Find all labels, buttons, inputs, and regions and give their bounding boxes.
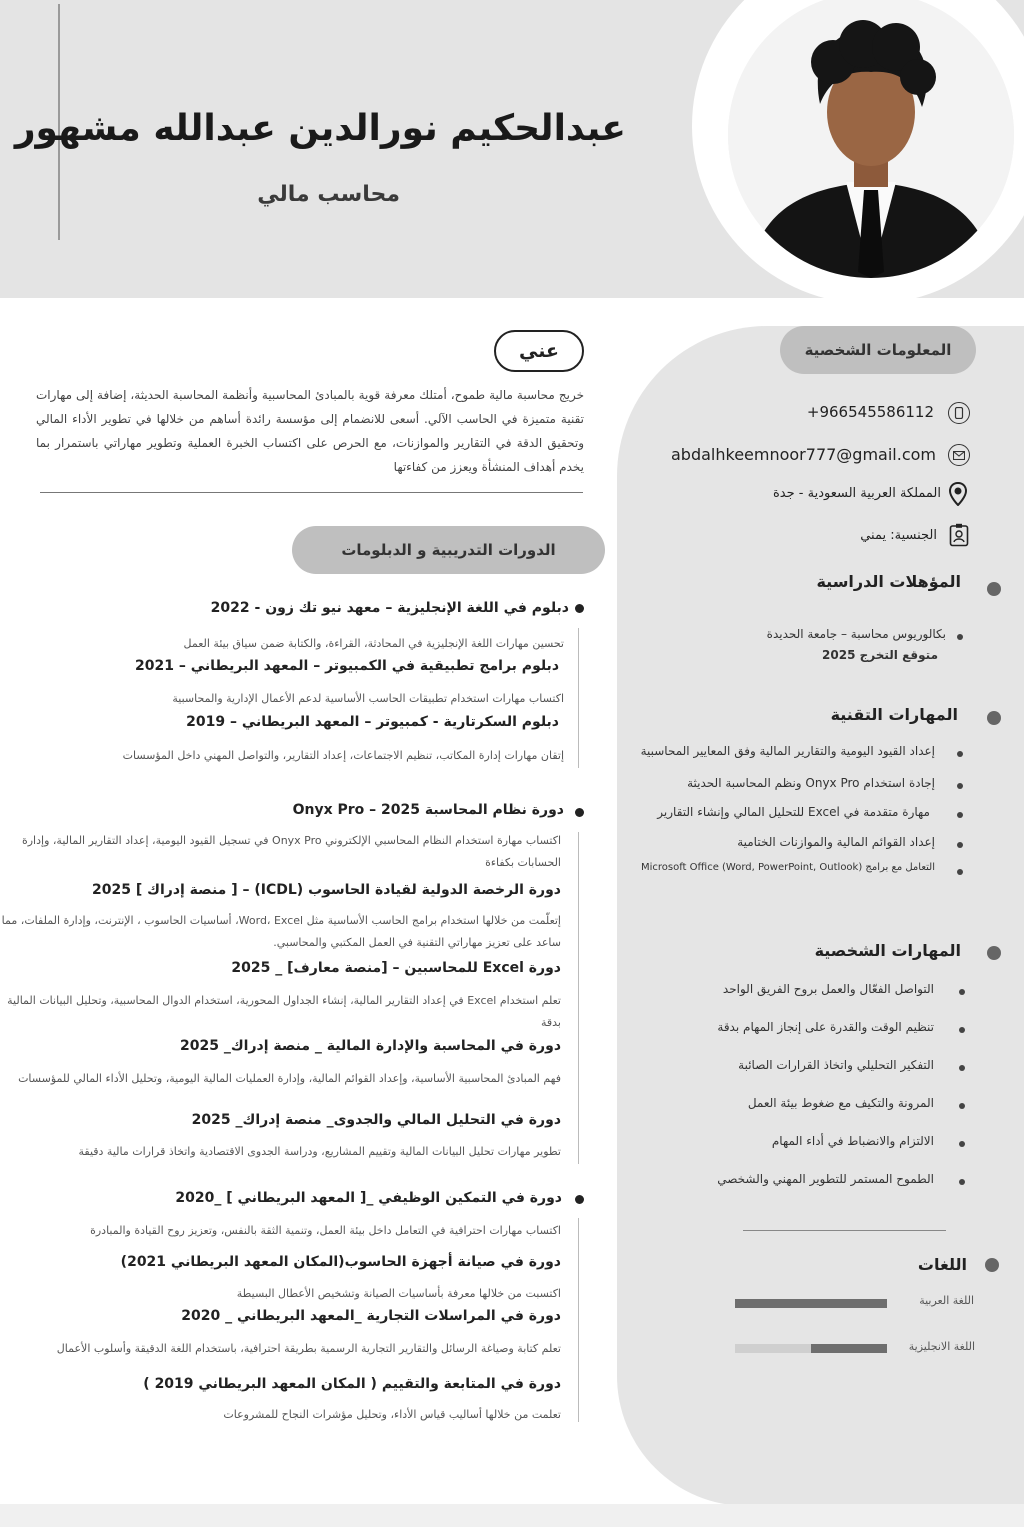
course-desc: تطوير مهارات تحليل البيانات المالية وتقييم المشاريع، ودراسة الجدوى الاقتصادية واتخاذ قرارات مالية دقيقة <box>78 1145 561 1158</box>
list-bullet <box>959 1141 965 1147</box>
soft-skill-item: الطموح المستمر للتطوير المهني والشخصي <box>717 1172 934 1186</box>
soft-skill-item: التفكير التحليلي واتخاذ القرارات الصائبة <box>738 1058 934 1072</box>
education-heading: المؤهلات الدراسية <box>816 572 961 591</box>
language-level-bar <box>735 1299 887 1308</box>
course-desc: اكتساب مهارة استخدام النظام المحاسبي الإلكتروني Onyx Pro في تسجيل القيود اليومية، إعداد التقارير المالية، وإدارة الحسابات بكفاءة <box>21 834 561 869</box>
person-portrait-icon <box>728 0 1014 278</box>
course-desc: فهم المبادئ المحاسبية الأساسية، وإعداد القوائم المالية، وإدارة العمليات المالية اليومية، وتحليل الأداء المالي للمؤسسات <box>18 1072 561 1085</box>
language-level-fill <box>811 1344 887 1353</box>
language-name: اللغة الانجليزية <box>908 1340 975 1353</box>
course-title: دورة Excel للمحاسبين – [منصة معارف] _ 2025 <box>231 960 561 976</box>
about-divider <box>40 492 583 493</box>
soft-skill-item: التواصل الفعّال والعمل بروح الفريق الواحد <box>722 982 934 996</box>
course-title: دورة في المراسلات التجارية _المعهد البريطاني _ 2020 <box>181 1308 561 1324</box>
languages-heading: اللغات <box>917 1255 967 1274</box>
soft-skill-item: المرونة والتكيف مع ضغوط بيئة العمل <box>747 1096 934 1110</box>
course-title: دورة في التمكين الوظيفي _[ المعهد البريطاني ] _2020 <box>175 1190 562 1206</box>
list-bullet <box>957 842 963 848</box>
course-title: دبلوم برامج تطبيقية في الكمبيوتر – المعهد البريطاني – 2021 <box>135 658 559 674</box>
location-text: المملكة العربية السعودية - جدة <box>772 486 941 501</box>
phone-icon <box>948 402 970 424</box>
section-marker-dot <box>987 582 1001 596</box>
section-marker-dot <box>987 946 1001 960</box>
course-group-bullet <box>575 808 584 817</box>
courses-heading: الدورات التدريبية و الدبلومات <box>292 526 605 574</box>
about-text: خريج محاسبة مالية طموح، أمتلك معرفة قوية بالمبادئ المحاسبية وأنظمة المحاسبة الحديثة، إضافة إلى مهارات تقنية متميزة في الحاسب الآلي. أسعى للانضمام إلى مؤسسة رائدة أساهم من خلالها في تطوير الأداء المالي وتحقيق الدقة في التقارير والموازنات، مع الحرص على اكتساب الخبرة العملية وتطوير مهاراتي باستمرار بما يخدم أهداف المنشأة ويعزز من كفاءتها <box>36 388 584 474</box>
language-level-fill <box>735 1299 887 1308</box>
tech-skill-item: التعامل مع برامج Microsoft Office (Word, PowerPoint, Outlook) <box>640 862 935 873</box>
list-bullet <box>959 1179 965 1185</box>
list-bullet <box>957 751 963 757</box>
course-group-line <box>578 628 579 768</box>
location-pin-icon <box>947 483 969 505</box>
course-desc: إتقان مهارات إدارة المكاتب، تنظيم الاجتماعات، إعداد التقارير، والتواصل المهني داخل المؤسسات <box>122 749 564 762</box>
soft-skill-item: تنظيم الوقت والقدرة على إنجاز المهام بدقة <box>717 1020 934 1034</box>
list-bullet <box>957 634 963 640</box>
course-desc: تعلمت من خلالها أساليب قياس الأداء، وتحليل مؤشرات النجاح للمشروعات <box>223 1408 561 1421</box>
tech-skill-item: مهارة متقدمة في Excel للتحليل المالي وإنشاء التقارير <box>657 805 930 819</box>
education-graduation: متوقع التخرج 2025 <box>822 648 938 662</box>
nationality-text: الجنسية: يمني <box>860 528 937 543</box>
tech-skill-item: إعداد القيود اليومية والتقارير المالية وفق المعايير المحاسبية <box>640 744 935 758</box>
course-group-bullet <box>575 1195 584 1204</box>
course-desc: اكتسبت من خلالها معرفة بأساسيات الصيانة وتشخيص الأعطال البسيطة <box>236 1287 561 1300</box>
language-name: اللغة العربية <box>919 1294 974 1307</box>
full-name: عبدالحكيم نورالدين عبدالله مشهور <box>14 108 626 149</box>
section-marker-dot <box>987 711 1001 725</box>
list-bullet <box>959 1065 965 1071</box>
id-badge-icon <box>948 524 970 546</box>
course-desc: تعلم كتابة وصياغة الرسائل والتقارير التجارية الرسمية بطريقة احترافية، باستخدام اللغة الدقيقة وأسلوب الأعمال <box>56 1342 561 1355</box>
course-desc: اكتساب مهارات احترافية في التعامل داخل بيئة العمل، وتنمية الثقة بالنفس، وتعزيز روح القيادة والمبادرة <box>90 1224 561 1237</box>
course-title: دورة نظام المحاسبة Onyx Pro – 2025 <box>292 802 564 818</box>
list-bullet <box>957 869 963 875</box>
tech-skills-heading: المهارات التقنية <box>830 705 958 724</box>
language-level-bar <box>735 1344 887 1353</box>
job-title: محاسب مالي <box>257 182 400 207</box>
course-group-bullet <box>575 604 584 613</box>
course-title: دورة في المتابعة والتقييم ( المكان المعهد البريطاني 2019 ) <box>143 1376 561 1392</box>
course-title: دورة الرخصة الدولية لقيادة الحاسوب (ICDL) – [ منصة إدراك ] 2025 <box>92 882 561 898</box>
list-bullet <box>957 812 963 818</box>
soft-skills-heading: المهارات الشخصية <box>814 941 961 960</box>
course-desc: إتعلّمت من خلالها استخدام برامج الحاسب الأساسية مثل Word، Excel، أساسيات الحاسوب ، الإنترنت، وإدارة الملفات، مما ساعد على تعزيز مهاراتي التقنية في العمل المكتبي والمحاسبي. <box>1 914 561 949</box>
sidebar-divider <box>743 1230 946 1231</box>
course-title: دبلوم في اللغة الإنجليزية – معهد نيو تك زون - 2022 <box>210 600 569 616</box>
section-marker-dot <box>985 1258 999 1272</box>
footer-strip <box>0 1504 1024 1527</box>
email-address: abdalhkeemnoor777@gmail.com <box>670 445 936 464</box>
soft-skill-item: الالتزام والانضباط في أداء المهام <box>771 1134 934 1148</box>
list-bullet <box>959 1027 965 1033</box>
course-desc: تعلم استخدام Excel في إعداد التقارير المالية، إنشاء الجداول المحورية، استخدام الدوال المحاسبية، وتحليل البيانات المالية بدقة <box>7 994 561 1029</box>
personal-info-heading: المعلومات الشخصية <box>780 326 976 374</box>
tech-skill-item: إعداد القوائم المالية والموازنات الختامية <box>737 835 935 849</box>
list-bullet <box>957 783 963 789</box>
course-title: دورة في المحاسبة والإدارة المالية _ منصة إدراك_ 2025 <box>180 1038 561 1054</box>
course-title: دورة في التحليل المالي والجدوى_ منصة إدراك_ 2025 <box>191 1112 561 1128</box>
phone-number: +966545586112 <box>806 403 934 421</box>
course-group-line <box>578 832 579 1164</box>
profile-photo <box>728 0 1014 278</box>
education-degree: بكالوريوس محاسبة – جامعة الحديدة <box>766 627 946 641</box>
course-desc: تحسين مهارات اللغة الإنجليزية في المحادثة، القراءة، والكتابة ضمن سياق بيئة العمل <box>183 637 564 650</box>
course-title: دبلوم السكرتارية - كمبيوتر – المعهد البريطاني – 2019 <box>186 714 559 730</box>
about-heading: عني <box>494 330 584 372</box>
email-icon <box>948 444 970 466</box>
course-group-line <box>578 1218 579 1422</box>
course-title: دورة في صيانة أجهزة الحاسوب(المكان المعهد البريطاني 2021) <box>120 1254 561 1270</box>
tech-skill-item: إجادة استخدام Onyx Pro ونظم المحاسبة الحديثة <box>687 776 935 790</box>
list-bullet <box>959 989 965 995</box>
list-bullet <box>959 1103 965 1109</box>
course-desc: اكتساب مهارات استخدام تطبيقات الحاسب الأساسية لدعم الأعمال الإدارية والمحاسبية <box>172 692 564 705</box>
